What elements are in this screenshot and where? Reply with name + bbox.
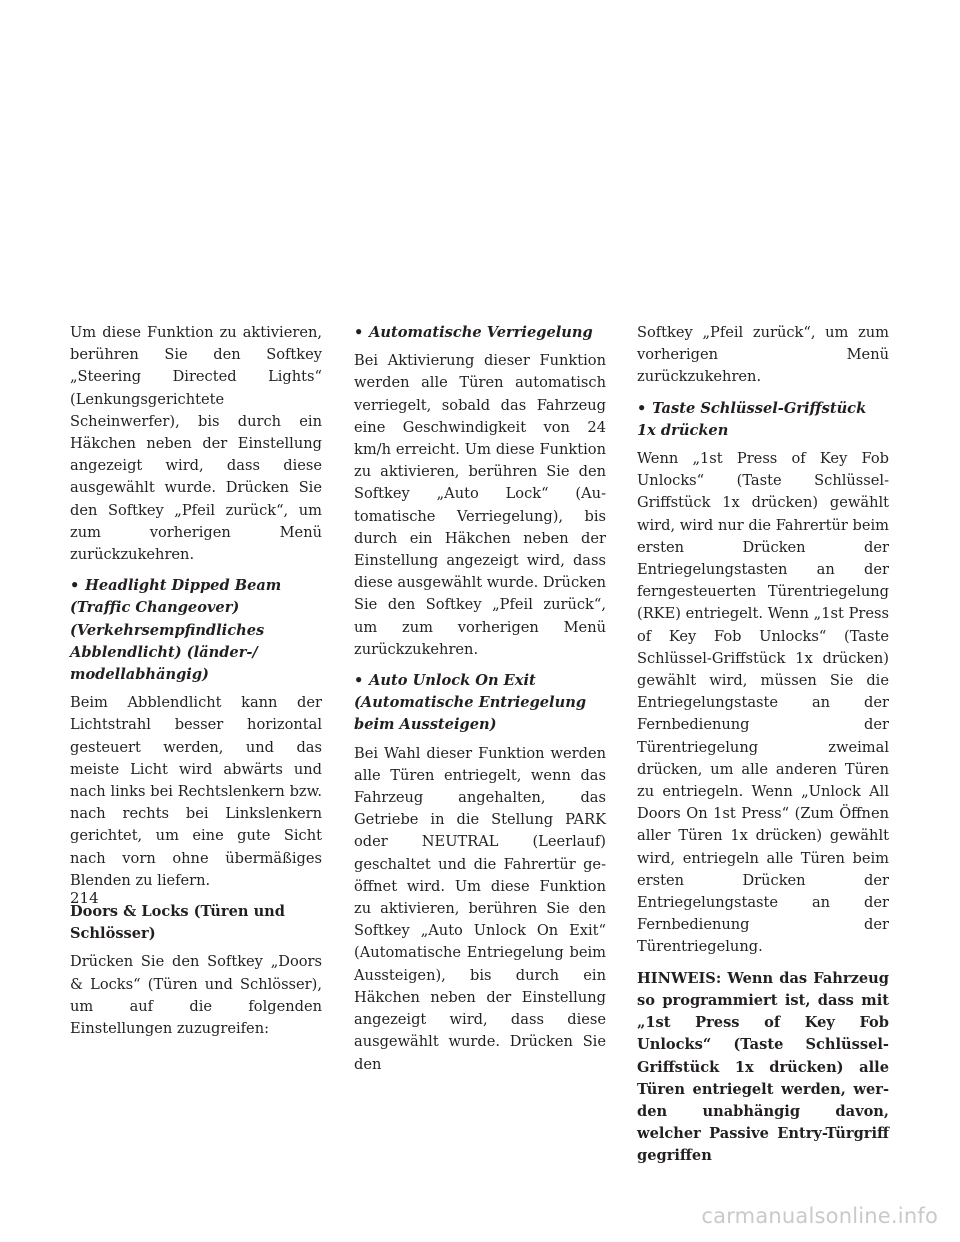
heading-text: Auto Unlock On Exit (Automatische Entriegelung beim Aussteigen)	[354, 672, 587, 734]
column-right	[637, 322, 889, 1177]
section-heading: Doors & Locks (Türen und Schlösser)	[70, 903, 285, 943]
paragraph: Bei Wahl dieser Funktion werden alle Türen entriegelt, wenn das Fahrzeug angehalten, das Getriebe in die Stellung PARK oder NEUTRAL (Leerlauf) geschaltet und die Fahrertür geöffnet wird. Um diese Funktion zu aktivieren, berühren Sie den Softkey „Auto Unlock On Exit“ (Automatische Entriegelung beim Aussteigen), bis durch ein Häkchen neben der Einstellung angezeigt wird, dass diese ausgewählt wurde. Drücken Sie den	[354, 744, 606, 1073]
column-middle	[354, 322, 606, 1085]
bullet-heading	[354, 322, 606, 344]
paragraph: Bei Aktivierung dieser Funktion werden alle Türen automatisch verriegelt, sobald das Fahrzeug eine Geschwindigkeit von 24 km/h erreicht. Um diese Funktion zu aktivieren, berühren Sie den Softkey „Auto Lock“ (Automatische Verriegelung), bis durch ein Häkchen neben der Einstellung angezeigt wird, dass diese ausgewählt wurde. Drücken Sie den Softkey „Pfeil zurück“, um zum vorherigen Menü zurückzukehren.	[354, 352, 606, 658]
heading-text: Taste Schlüssel-Griffstück 1x drücken	[637, 399, 867, 439]
bullet-heading	[637, 398, 889, 442]
paragraph: Wenn „1st Press of Key Fob Unlocks“ (Taste Schlüssel-Griffstück 1x drücken) gewählt wird, wird nur die Fahrertür beim ersten Drücken der Entriegelungstasten an der ferngesteuerten Türentriegelung (RKE) entriegelt. Wenn „1st Press of Key Fob Unlocks“ (Taste Schlüssel-Griffstück 1x drücken) gewählt wird, müssen Sie die Entriegelungstaste an der Fernbedienung der Türentriegelung zweimal drücken, um alle anderen Türen zu entriegeln. Wenn „Unlock All Doors On 1st Press“ (Zum Öffnen aller Türen 1x drücken) gewählt wird, entriegeln alle Türen beim ersten Drücken der Entriegelungstaste an der Fernbedienung der Türentriegelung.	[637, 450, 889, 956]
paragraph: Drücken Sie den Softkey „Doors & Locks“ (Türen und Schlösser), um auf die folgenden Einstellungen zuzugreifen:	[70, 953, 322, 1038]
heading-text: Automatische Verriegelung	[369, 324, 593, 341]
bullet-heading	[354, 670, 606, 737]
bullet-icon: •	[354, 672, 364, 690]
watermark-text: carmanualsonline.info	[701, 1204, 938, 1228]
bullet-icon: •	[70, 577, 80, 595]
bullet-heading	[70, 575, 322, 686]
paragraph: Softkey „Pfeil zurück“, um zum vorherigen Menü zurückzukehren.	[637, 324, 889, 386]
column-left	[70, 322, 322, 1049]
bullet-icon: •	[637, 399, 647, 417]
heading-text: Headlight Dipped Beam (Traffic Changeover) (Verkehrsempfindliches Abblendlicht) (länder-/ modellabhängig)	[70, 577, 282, 684]
paragraph: Beim Abblendlicht kann der Lichtstrahl besser horizontal gesteuert werden, und das meiste Licht wird abwärts und nach links bei Rechtslenkern bzw. nach rechts bei Linkslenkern gerichtet, um eine gute Sicht nach vorn ohne übermäßiges Blenden zu liefern.	[70, 694, 322, 889]
note-paragraph: HINWEIS: Wenn das Fahrzeug so programmiert ist, dass mit „1st Press of Key Fob Unlocks“ (Taste Schlüssel-Griffstück 1x drücken) alle Türen entriegelt werden, werden unabhängig davon, welcher Passive Entry-Türgriff gegriffen	[637, 969, 889, 1165]
page-number: 214	[70, 889, 99, 907]
paragraph: Um diese Funktion zu aktivieren, berühren Sie den Softkey „Steering Directed Lights“ (Lenkungsgerichtete Scheinwerfer), bis durch ein Häkchen neben der Einstellung angezeigt wird, dass diese ausgewählt wurde. Drücken Sie den Softkey „Pfeil zurück“, um zum vorherigen Menü zurückzukehren.	[70, 324, 322, 564]
bullet-icon: •	[354, 324, 364, 341]
